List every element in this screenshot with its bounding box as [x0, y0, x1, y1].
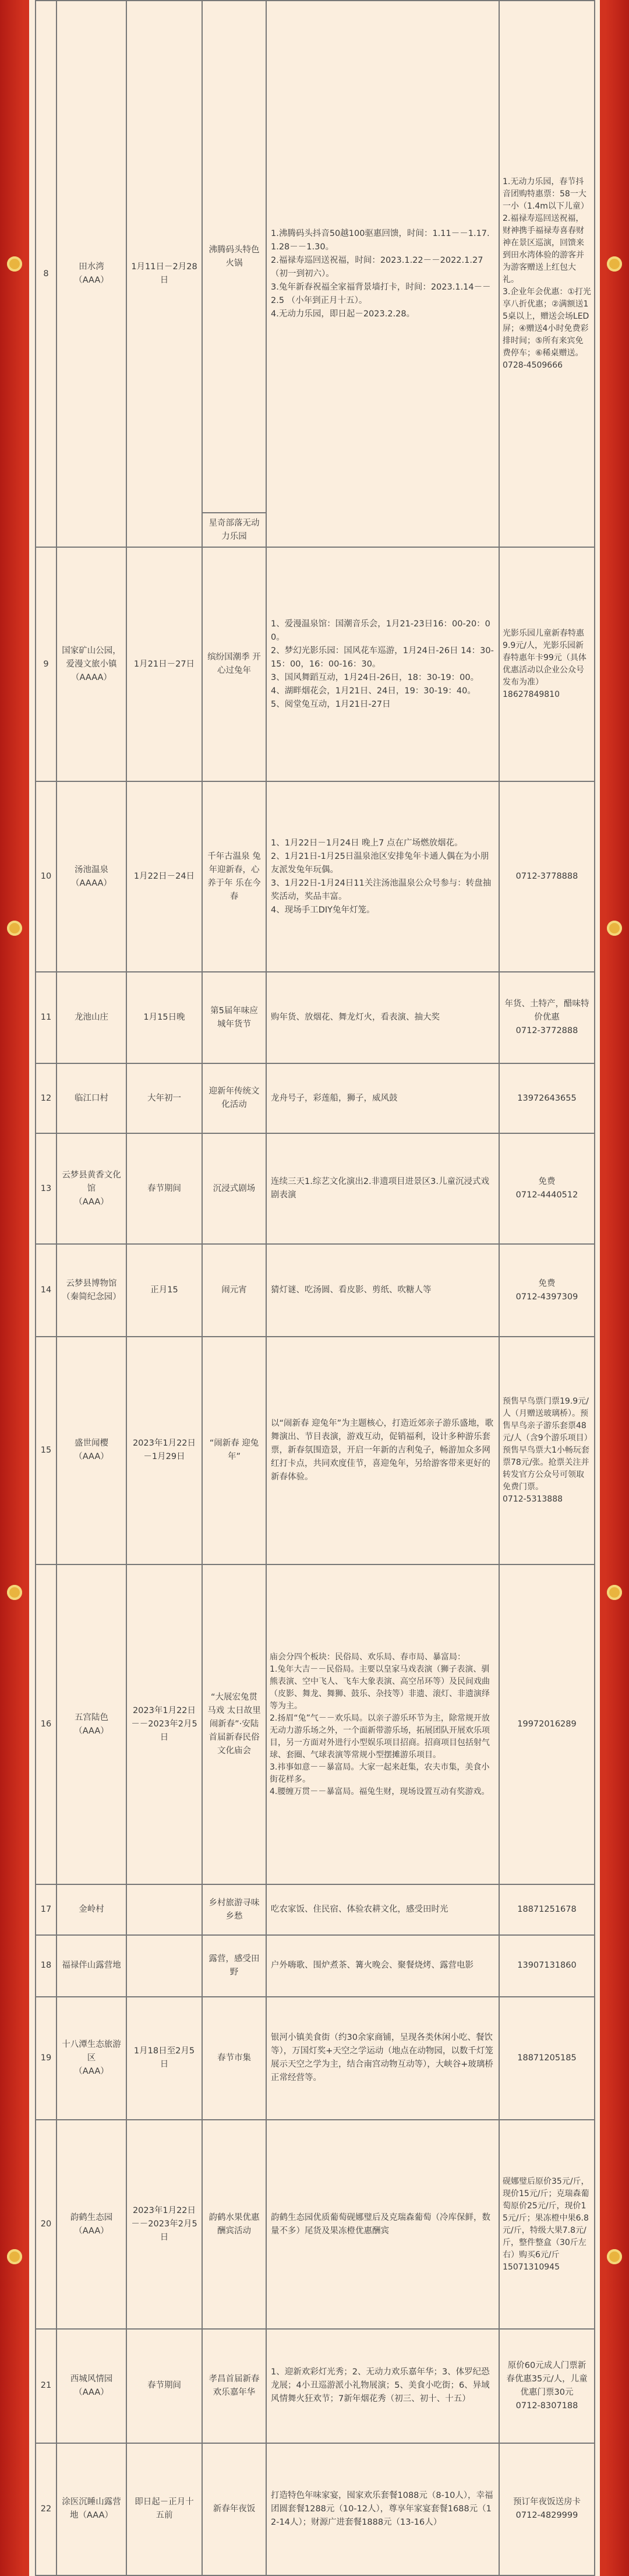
spot-name: 云梦县博物馆（秦简纪念园） [56, 1244, 126, 1337]
row-number: 15 [36, 1337, 56, 1564]
offer-contact: 原价60元成人门票新春优惠35元/人，儿童优惠门票30元 0712-8307188 [499, 2329, 595, 2443]
table-row [36, 2120, 595, 2329]
event-theme: 春节市集 [202, 1997, 266, 2120]
ornament-icon [7, 921, 22, 936]
event-content: 猜灯谜、吃汤圆、看皮影、剪纸、吹糖人等 [266, 1244, 499, 1337]
event-content: 吃农家饭、住民宿、体验农耕文化，感受田时光 [266, 1884, 499, 1935]
table-row [36, 1244, 595, 1337]
table-row [36, 1063, 595, 1133]
ornament-icon [7, 1585, 22, 1600]
offer-contact: 13972643655 [499, 1063, 595, 1133]
table-row [36, 1935, 595, 1997]
table-row [36, 1, 595, 513]
scenic-spot-table [35, 0, 595, 2576]
event-time [126, 1935, 202, 1997]
table-row [36, 2329, 595, 2443]
row-number: 16 [36, 1564, 56, 1884]
event-content: 银河小镇美食街（约30余家商铺，呈现各类休闲小吃、餐饮等），万国灯奖+天空之学运动（地点在动物园，以数千灯笼展示天空之学为主，结合南宫动物互动等），大峡谷+玻璃桥正常经营等。 [266, 1997, 499, 2120]
offer-contact: 预售早鸟票门票19.9元/人（月赠送玻璃桥）。预售早鸟亲子游乐套票48元/人（含9个游乐项目）预售早鸟票大1小畅玩套票78元/张。抢票关注并转发官方公众号可领取免费门票。 0712-5313888 [499, 1337, 595, 1564]
table-row [36, 972, 595, 1063]
offer-contact: 光影乐园儿童新春特惠9.9元/人，光影乐园新春特惠年卡99元（具体优惠活动以企业公众号发布为准） 18627849810 [499, 547, 595, 781]
spot-name: 韵鹤生态园 （AAA） [56, 2120, 126, 2329]
spot-name: 西城风情园 （AAA） [56, 2329, 126, 2443]
event-theme: 星奇部落无动力乐园 [202, 513, 266, 547]
event-content: 购年货、放烟花、舞龙灯火，看表演、抽大奖 [266, 972, 499, 1063]
event-theme: 乡村旅游寻味乡愁 [202, 1884, 266, 1935]
spot-name: 福禄伴山露营地 [56, 1935, 126, 1997]
row-number: 13 [36, 1133, 56, 1244]
row-number: 21 [36, 2329, 56, 2443]
event-theme: 新春年夜饭 [202, 2443, 266, 2575]
row-number: 19 [36, 1997, 56, 2120]
table-row [36, 1133, 595, 1244]
spot-name: 汤池温泉 （AAAA） [56, 781, 126, 972]
offer-contact: 砚娜璧后原价35元/斤，现价15元/斤；克瑞森葡萄原价25元/斤，现价15元/斤；果冻橙中果6.8元/斤，特级大果7.8元/斤，整件整盒（30斤左右）购买6元/斤 15071310945 [499, 2120, 595, 2329]
ornament-icon [607, 1585, 622, 1600]
event-theme: 缤纷国潮季 开心过兔年 [202, 547, 266, 781]
row-number: 18 [36, 1935, 56, 1997]
table-row [36, 1564, 595, 1884]
event-content: 庙会分四个板块：民俗局、欢乐局、春市局、暴富局： 1.兔年大吉－－民俗局。主要以皇家马戏表演（狮子表演、驯熊表演、空中飞人、飞车大象表演、高空吊环等）及民间戏曲（皮影、舞龙、舞狮、鼓乐、杂技等）非遗、滚灯、非遗演绎等为主。 2.扬眉“兔”气－－欢乐局。以亲子游乐环节为主，除常规开放无动力游乐场之外，一个面新带游乐场，拓展团队开展欢乐项目，另一方面对外进行小型娱乐项目招商。招商项目包括射气球、套圈、气球表演等常规小型摆摊游乐项目。 3.祎事如意－－暴富局。大家一起来赶集，农夫市集，美食小街花样多。 4.腰缠万贯－－暴富局。福兔生财，现场设置互动有奖游戏。 [266, 1564, 499, 1884]
event-time: 1月21日－27日 [126, 547, 202, 781]
spot-name: 云梦县黄香文化馆 （AAA） [56, 1133, 126, 1244]
event-time [126, 1884, 202, 1935]
ornament-icon [7, 2249, 22, 2264]
row-number: 12 [36, 1063, 56, 1133]
offer-contact: 18871205185 [499, 1997, 595, 2120]
event-theme: 第5届年味应城年货节 [202, 972, 266, 1063]
offer-contact: 18871251678 [499, 1884, 595, 1935]
row-number: 22 [36, 2443, 56, 2575]
ornament-icon [7, 256, 22, 272]
event-time: 大年初一 [126, 1063, 202, 1133]
event-theme: 韵鹤水果优惠酬宾活动 [202, 2120, 266, 2329]
event-theme: 孝昌首届新春欢乐嘉年华 [202, 2329, 266, 2443]
row-number: 20 [36, 2120, 56, 2329]
row-number: 17 [36, 1884, 56, 1935]
table-row [36, 2443, 595, 2575]
event-content: 韵鹤生态园优质葡萄砚娜璧后及克瑞森葡萄（冷库保鲜，数量不多）尾货及果冻橙优惠酬宾 [266, 2120, 499, 2329]
event-time: 春节期间 [126, 2329, 202, 2443]
event-time: 即日起－正月十五前 [126, 2443, 202, 2575]
event-theme: 沉浸式剧场 [202, 1133, 266, 1244]
offer-contact: 预订年夜饭送房卡 0712-4829999 [499, 2443, 595, 2575]
row-number: 14 [36, 1244, 56, 1337]
spot-name: 涂医沉睡山露营地（AAA） [56, 2443, 126, 2575]
event-content: 1、爱漫温泉馆：国潮音乐会，1月21-23日16：00-20：00。 2、梦幻光影乐园：国风花车巡游，1月24日-26日 14：30-15：00，16：00-16：30。 3、国风舞蹈互动，1月24日-26日，18：30-19：00。 4、湖畔烟花会，1月21日、24日，19：30-19：40。 5、阅堂兔互动，1月21日-27日 [266, 547, 499, 781]
offer-contact: 免费 0712-4397309 [499, 1244, 595, 1337]
row-number: 8 [36, 1, 56, 547]
offer-contact: 1.无动力乐园，春节抖音团购特惠票：58一大一小（1.4m以下儿童） 2.福禄寿巡回送祝福，财神携手福禄寿喜春财神在景区巡演，回馈来到田水湾体验的游客并为游客赠送上红包大礼。 3.企业年会优惠：①打光享八折优惠；②满额送15桌以上，赠送会场LED屏；④赠送4小时免费彩排时间；⑤所有来宾免费停车；⑥稀桌赠送。 0728-4509666 [499, 1, 595, 547]
ornament-icon [607, 2249, 622, 2264]
table-row [36, 547, 595, 781]
event-time: 1月15日晚 [126, 972, 202, 1063]
row-number: 10 [36, 781, 56, 972]
offer-contact: 19972016289 [499, 1564, 595, 1884]
spot-name: 临江口村 [56, 1063, 126, 1133]
event-theme: “大展宏兔贯马戏 太日故里闹新春”·安陆首届新春民俗文化庙会 [202, 1564, 266, 1884]
event-time: 2023年1月22日－1月29日 [126, 1337, 202, 1564]
row-number: 11 [36, 972, 56, 1063]
event-content: 龙舟号子，彩莲船，狮子，威风鼓 [266, 1063, 499, 1133]
event-time: 1月11日－2月28日 [126, 1, 202, 547]
spot-name: 五宫陆色 （AAA） [56, 1564, 126, 1884]
offer-contact: 0712-3778888 [499, 781, 595, 972]
offer-contact: 年货、土特产，醋味特价优惠 0712-3772888 [499, 972, 595, 1063]
event-content: 1.沸腾码头抖音50越100驱惠回馈，时间：1.11－－1.17. 1.28－－1.30。 2.福禄寿巡回送祝福，时间：2023.1.22－－2022.1.27（初一到初六）。 3.兔年新春祝福全家福背景墙打卡，时间：2023.1.14－－2.5 （小年到正月十五）。 4.无动力乐园，即日起－2023.2.28。 [266, 1, 499, 547]
table-row [36, 1337, 595, 1564]
event-time: 2023年1月22日－－2023年2月5日 [126, 1564, 202, 1884]
event-time: 1月18日至2月5日 [126, 1997, 202, 2120]
offer-contact: 免费 0712-4440512 [499, 1133, 595, 1244]
event-theme: 迎新年传统文化活动 [202, 1063, 266, 1133]
event-theme: 千年古温泉 兔年迎新春，心养于年 乐在今春 [202, 781, 266, 972]
event-time: 2023年1月22日－－2023年2月5日 [126, 2120, 202, 2329]
spot-name: 龙池山庄 [56, 972, 126, 1063]
event-time: 1月22日－24日 [126, 781, 202, 972]
event-content: 1、1月22日－1月24日 晚上7 点在广场燃放烟花。 2、1月21日-1月25日温泉池区安排兔年卡通人偶在为小朋友派发兔年玩偶。 3、1月22日-1月24日11关注汤池温泉公众号参与：转盘抽奖活动，奖品丰富。 4、现场手工DIY兔年灯笼。 [266, 781, 499, 972]
offer-contact: 13907131860 [499, 1935, 595, 1997]
event-content: 以“闹新春 迎兔年”为主题核心，打造近郊亲子游乐盛地，歌舞演出、节目表演，游戏互动，促销福利，设计多种游乐套票，新春氛围造景，开启一年新的吉利兔子，畅游加众多网红打卡点，共同欢度佳节，喜迎兔年，另给游客带来更好的新春体验。 [266, 1337, 499, 1564]
row-number: 9 [36, 547, 56, 781]
table-row [36, 1884, 595, 1935]
event-theme: 露营，感受田野 [202, 1935, 266, 1997]
event-content: 1、迎新欢彩灯光秀；2、无动力欢乐嘉年华；3、体罗纪恐龙展；4小丑巡游派小礼物展演；5、美食小吃街；6、异域风情舞火狂欢节；7新年烟花秀（初三、初十、十五） [266, 2329, 499, 2443]
ornament-icon [607, 921, 622, 936]
table-row [36, 1997, 595, 2120]
event-theme: “闹新春 迎兔年” [202, 1337, 266, 1564]
event-content: 连续三天1.综艺文化演出2.非遗项目进景区3.儿童沉浸式戏剧表演 [266, 1133, 499, 1244]
spot-name: 盛世闻樱 （AAA） [56, 1337, 126, 1564]
event-time: 春节期间 [126, 1133, 202, 1244]
event-theme: 闹元宵 [202, 1244, 266, 1337]
spot-name: 十八潭生态旅游区 （AAA） [56, 1997, 126, 2120]
spot-name: 田水湾 （AAA） [56, 1, 126, 547]
ornament-icon [607, 256, 622, 272]
spot-name: 金岭村 [56, 1884, 126, 1935]
event-theme: 沸腾码头特色火锅 [202, 1, 266, 513]
spot-name: 国家矿山公园，爱漫文旅小镇（AAAA） [56, 547, 126, 781]
event-time: 正月15 [126, 1244, 202, 1337]
event-content: 打造特色年味家宴，囤家欢乐套餐1088元（8-10人），幸福团圆套餐1288元（10-12人），尊享年家宴套餐1688元（12-14人）；财源广进套餐1888元（13-16人） [266, 2443, 499, 2575]
event-content: 户外嗨歌、围炉煮茶、篝火晚会、聚餐烧烤、露营电影 [266, 1935, 499, 1997]
table-row [36, 781, 595, 972]
